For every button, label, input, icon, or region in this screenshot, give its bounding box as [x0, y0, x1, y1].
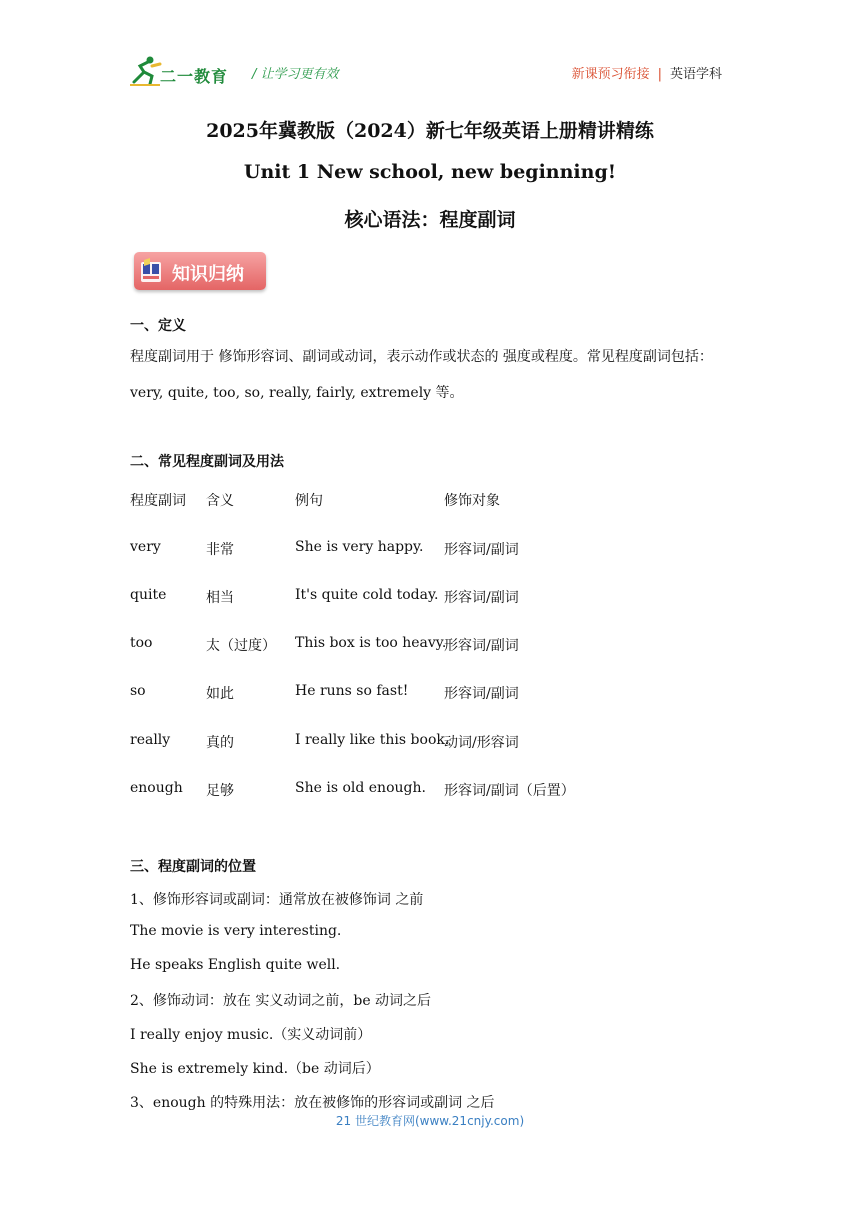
- rule-line: 3、enough 的特殊用法：放在被修饰的形容词或副词 之后: [130, 1095, 495, 1111]
- slogan: / 让学习更有效: [252, 67, 339, 82]
- main-title: 2025年冀教版（2024）新七年级英语上册精讲精练: [206, 120, 654, 142]
- table-cell: quite: [130, 587, 167, 603]
- example-line: I really enjoy music.（实义动词前）: [130, 1027, 372, 1043]
- table-cell: She is very happy.: [295, 539, 424, 555]
- section3-heading: 三、程度副词的位置: [130, 859, 256, 875]
- example-line: The movie is very interesting.: [130, 923, 342, 939]
- topic-title: 核心语法：程度副词: [344, 209, 516, 231]
- subject-label: 英语学科: [669, 67, 722, 82]
- table-cell: 相当: [206, 590, 234, 606]
- rule-line: 2、修饰动词：放在 实义动词之前，be 动词之后: [130, 993, 432, 1009]
- table-cell: She is old enough.: [295, 780, 426, 796]
- badge-label: 知识归纳: [172, 264, 244, 285]
- table-row: [130, 683, 730, 703]
- table-cell: 真的: [206, 735, 234, 751]
- table-cell: 动词/形容词: [444, 735, 519, 751]
- section1-text: 程度副词用于 修饰形容词、副词或动词，表示动作或状态的 强度或程度。常见程度副词包括：very, quite, too, so, really, fairly, extremely 等。: [130, 349, 713, 401]
- table-cell: 形容词/副词: [444, 590, 519, 606]
- table-cell: very: [130, 539, 161, 555]
- table-row: [130, 732, 730, 752]
- table-cell: enough: [130, 780, 183, 796]
- table-cell: 形容词/副词: [444, 542, 519, 558]
- logo-text: 二一教育: [160, 67, 229, 86]
- table-cell: He runs so fast!: [295, 683, 409, 699]
- example-line: She is extremely kind.（be 动词后）: [130, 1061, 380, 1077]
- book-icon: [140, 258, 162, 284]
- table-cell: I really like this book.: [295, 732, 450, 748]
- table-cell: 足够: [206, 783, 234, 799]
- header-right: [572, 63, 722, 82]
- table-cell: 太（过度）: [206, 638, 276, 654]
- table-row: [130, 587, 730, 607]
- table-cell: 形容词/副词: [444, 638, 519, 654]
- table-row: [130, 539, 730, 559]
- table-cell: It's quite cold today.: [295, 587, 439, 603]
- header-cell: 修饰对象: [444, 493, 500, 509]
- course-label: 新课预习衔接: [571, 67, 650, 82]
- unit-title: Unit 1 New school, new beginning!: [243, 161, 617, 183]
- logo: [130, 54, 240, 88]
- table-cell: 形容词/副词（后置）: [444, 783, 575, 799]
- runner-logo-icon: [130, 54, 164, 88]
- table-cell: 如此: [206, 686, 234, 702]
- page-header: [130, 54, 730, 90]
- header-cell: 含义: [206, 493, 234, 509]
- table-cell: really: [130, 732, 171, 748]
- example-line: He speaks English quite well.: [130, 957, 341, 973]
- table-row: [130, 780, 730, 800]
- table-cell: so: [130, 683, 146, 699]
- table-header-row: [130, 490, 730, 510]
- section1-heading: 一、定义: [130, 318, 186, 334]
- header-separator: |: [657, 67, 662, 82]
- table-cell: too: [130, 635, 153, 651]
- section2-heading: 二、常见程度副词及用法: [130, 454, 284, 470]
- header-cell: 程度副词: [130, 493, 186, 509]
- table-cell: This box is too heavy.: [295, 635, 447, 651]
- knowledge-badge: [134, 252, 266, 290]
- table-row: [130, 635, 730, 655]
- rule-line: 1、修饰形容词或副词：通常放在被修饰词 之前: [130, 892, 424, 908]
- header-cell: 例句: [295, 493, 323, 509]
- table-cell: 形容词/副词: [444, 686, 519, 702]
- page-footer: 21 世纪教育网(www.21cnjy.com): [335, 1114, 525, 1128]
- table-cell: 非常: [206, 542, 234, 558]
